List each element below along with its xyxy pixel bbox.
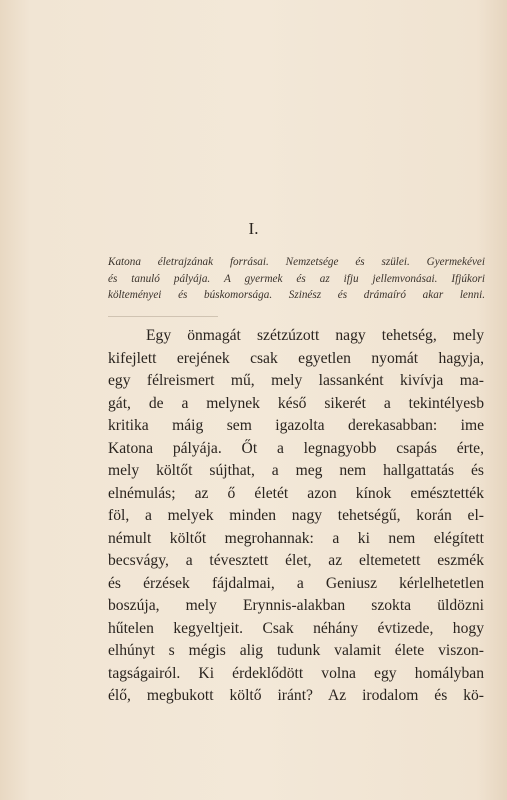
body-line: elnémulás; az ő életét azon kínok emésztették [108, 484, 484, 502]
summary-line: és tanuló pályája. A gyermek és az ifju jellemvonásai. Ifjúkori [108, 272, 485, 285]
body-line: élő, megbukott költő iránt? Az irodalom és kö- [108, 687, 484, 704]
summary-line: Katona életrajzának forrásai. Nemzetsége és szülei. Gyermekévei [108, 256, 485, 268]
body-line: Egy önmagát szétzúzott nagy tehetség, mely [146, 327, 484, 344]
body-line: és érzések fájdalmai, a Geniusz kérlelhetetlen [108, 574, 484, 592]
body-line: gát, de a melynek késő sikerét a tekintélyesb [108, 394, 484, 412]
chapter-number: I. [248, 219, 259, 238]
body-line: némult költőt megrohannak: a ki nem elégített [108, 529, 484, 547]
body-line: föl, a melyek minden nagy tehetségű, korán el- [108, 507, 484, 524]
body-line: kifejlett erejének csak egyetlen nyomát hagyja, [108, 349, 484, 367]
body-line: Katona pályája. Őt a legnagyobb csapás érte, [108, 439, 484, 457]
body-line: tagságairól. Ki érdeklődött volna egy homályban [108, 664, 484, 682]
body-line: boszúja, mely Erynnis-alakban szokta üldözni [108, 597, 484, 614]
summary-line: költeményei és búskomorsága. Szinész és drámaíró akar lenni. [108, 289, 485, 301]
body-line: egy félreismert mű, mely lassanként kivívja ma- [108, 372, 484, 389]
body-text [108, 325, 484, 708]
body-line: elhúnyt s mégis alig tudunk valamit élete viszon- [108, 642, 484, 659]
body-line: mely költőt sújthat, a meg nem hallgattatás és [108, 462, 484, 479]
chapter-summary [108, 254, 485, 304]
body-line: becsvágy, a tévesztett élet, az eltemetett eszmék [108, 552, 484, 569]
body-line: kritika máig sem igazolta derekasabban: ime [108, 417, 484, 434]
separator-rule [108, 316, 218, 317]
body-line: hűtelen kegyeltjeit. Csak néhány évtizede, hogy [108, 619, 484, 637]
